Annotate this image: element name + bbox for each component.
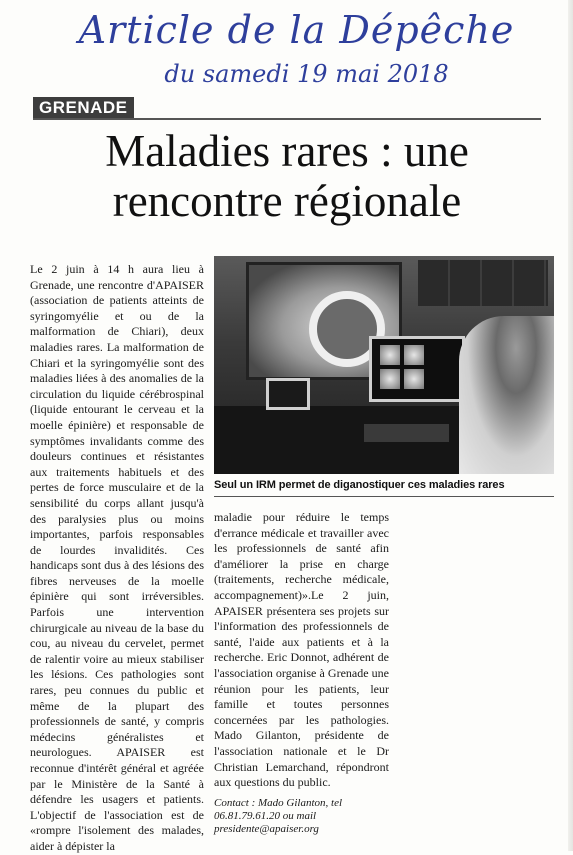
photo-small-monitor bbox=[266, 378, 310, 410]
article-column-left: Le 2 juin à 14 h aura lieu à Grenade, une rencontre d'APAISER (association de patients atteints de syringomyélie et ou de la malformation de Chiari), deux maladies rares. La malformation de Chiari et la syringomyélie sont des maladies liées à des anomalies de la circulation du liquide cérébrospinal (liquide entourant le cerveau et la moelle épinière) et responsable de symptômes invalidants comme des douleurs continues et résistantes aux traitements habituels et des pertes de force musculaire et de la sensibilité du corps allant jusqu'à des paralysies plus ou moins importantes, parfois responsables de lourdes invalidités. Ces handicaps sont dus à des lésions des fibres nerveuses de la moelle épinière qui sont irréversibles. Parfois une intervention chirurgicale au niveau de la base du cou, au niveau du cervelet, permet de ralentir voire au mieux stabiliser les lésions. Ces pathologies sont rares, peu connues du public et même de la plupart des professionnels de santé, y compris médecins généralistes et neurologues. APAISER est reconnue d'intérêt général et agréée par le Ministère de la Santé à défendre les usagers et patients. L'objectif de l'association est de «rompre l'isolement des malades, aider à dépister la bbox=[30, 262, 204, 853]
contact-info: Contact : Mado Gilanton, tel 06.81.79.61.20 ou mail presidente@apaiser.org bbox=[214, 797, 343, 835]
section-rule bbox=[33, 118, 541, 120]
scan-edge bbox=[568, 0, 573, 851]
section-tag: GRENADE bbox=[33, 97, 134, 119]
photo-screen-wall bbox=[418, 260, 548, 306]
photo-scan-image bbox=[404, 345, 424, 365]
article-headline: Maladies rares : une rencontre régionale bbox=[105, 126, 469, 226]
photo-scan-image bbox=[380, 369, 400, 389]
photo-scan-image bbox=[404, 369, 424, 389]
handwritten-note-title: Article de la Dépêche bbox=[78, 8, 515, 52]
mri-room-photo bbox=[214, 256, 554, 474]
handwritten-note-date: du samedi 19 mai 2018 bbox=[164, 60, 449, 88]
caption-rule bbox=[214, 496, 554, 497]
photo-monitor bbox=[369, 336, 465, 402]
photo-scan-image bbox=[380, 345, 400, 365]
photo-keyboard bbox=[364, 424, 449, 442]
article-column-middle: maladie pour réduire le temps d'errance médicale et travailler avec les professionnels de santé afin d'améliorer la prise en charge (traitements, recherche médicale, accompagnement)».Le 2 juin, APAISER présentera ses projets sur l'information des professionnels de santé, l'aide aux patients et à la recherche. Eric Donnot, adhérent de l'association organise à Grenade une réunion pour les patients, leur famille et toutes personnes concernées par les pathologies. Mado Gilanton, présidente de l'association nationale et le Dr Christian Lemarchand, répondront aux questions du public. bbox=[214, 510, 389, 790]
photo-caption: Seul un IRM permet de diganostiquer ces maladies rares bbox=[214, 479, 505, 491]
photo-operator bbox=[459, 316, 554, 474]
